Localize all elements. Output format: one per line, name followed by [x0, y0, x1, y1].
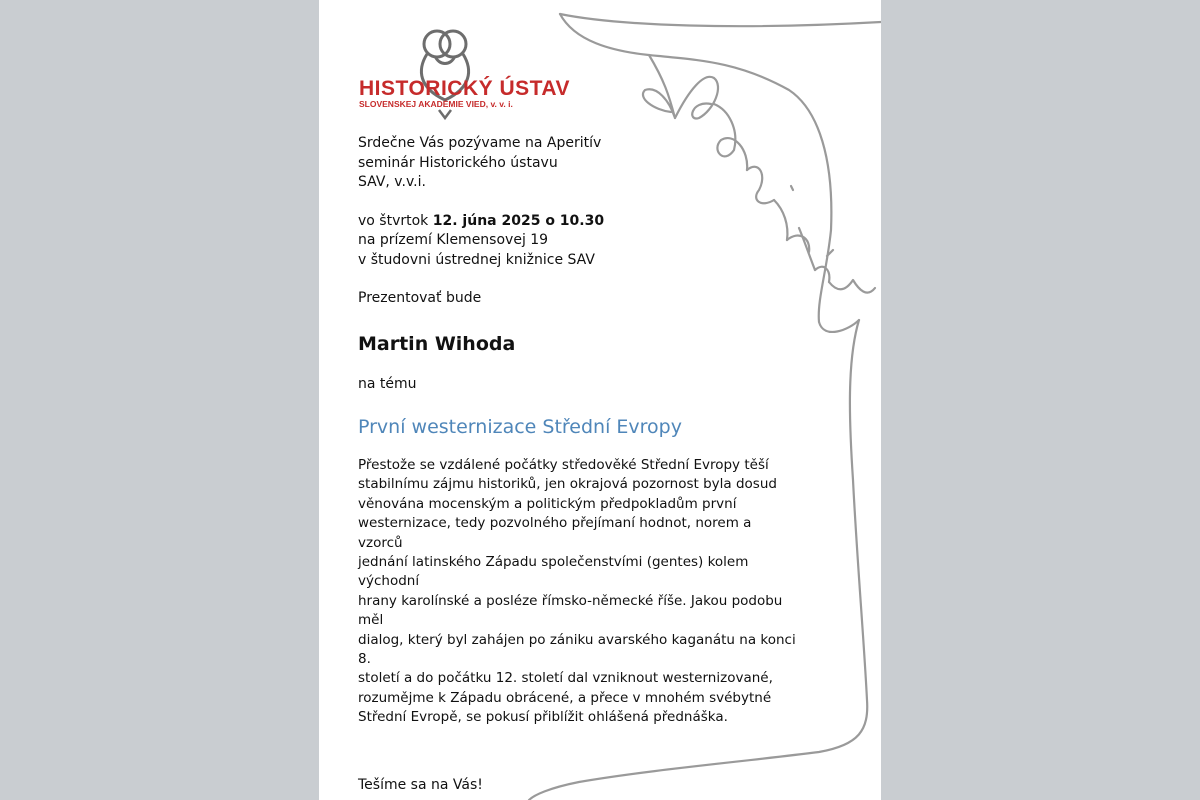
- invitation-page: [319, 0, 881, 800]
- invitation-line: SAV, v.v.i.: [358, 174, 426, 190]
- speaker-name: Martin Wihoda: [358, 332, 516, 355]
- abstract-line: věnována mocenským a politickým předpokladům první: [358, 495, 737, 512]
- event-location-line: v študovni ústrednej knižnice SAV: [358, 251, 595, 268]
- abstract-line: dialog, který byl zahájen po zániku avarského kaganátu na konci 8.: [358, 631, 796, 668]
- logo-title: HISTORICKÝ ÚSTAV: [359, 77, 571, 100]
- abstract-line: stabilnímu zájmu historiků, jen okrajová pozornost byla dosud: [358, 476, 777, 493]
- presenter-intro: Prezentovať bude: [358, 290, 482, 306]
- topic-intro: na tému: [358, 375, 417, 392]
- abstract-line: rozumějme k Západu obrácené, a přece v mnohém svébytné: [358, 689, 772, 706]
- abstract-line: jednání latinského Západu společenstvími (gentes) kolem východní: [358, 554, 749, 590]
- abstract-line: Střední Evropě, se pokusí přiblížit ohlášená přednáška.: [358, 709, 728, 726]
- abstract-line: Přestože se vzdálené počátky středověké Střední Evropy těší: [358, 457, 769, 473]
- closing-line: Tešíme sa na Vás!: [358, 776, 483, 793]
- event-location-line: na prízemí Klemensovej 19: [358, 232, 549, 248]
- logo-subtitle: SLOVENSKEJ AKADÉMIE VIED, v. v. i.: [359, 99, 513, 109]
- event-datetime: 12. júna 2025 o 10.30: [432, 212, 605, 229]
- event-date-line: [358, 212, 798, 232]
- invitation-line: seminár Historického ústavu: [358, 154, 558, 171]
- talk-title: První westernizace Střední Evropy: [358, 416, 682, 438]
- invitation-content: [358, 134, 798, 795]
- abstract: [358, 456, 798, 728]
- abstract-line: hrany karolínské a posléze římsko-německé říše. Jakou podobu měl: [358, 592, 783, 629]
- invitation-line: Srdečne Vás pozývame na Aperitív: [358, 135, 602, 151]
- institute-logo: [357, 26, 571, 122]
- abstract-line: století a do počátku 12. století dal vzniknout westernizované,: [358, 670, 773, 687]
- invitation-text: [358, 134, 798, 193]
- event-details: [358, 212, 798, 271]
- event-date-prefix: vo štvrtok: [358, 212, 433, 229]
- abstract-line: westernizace, tedy pozvolného přejímaní hodnot, norem a vzorců: [358, 515, 752, 551]
